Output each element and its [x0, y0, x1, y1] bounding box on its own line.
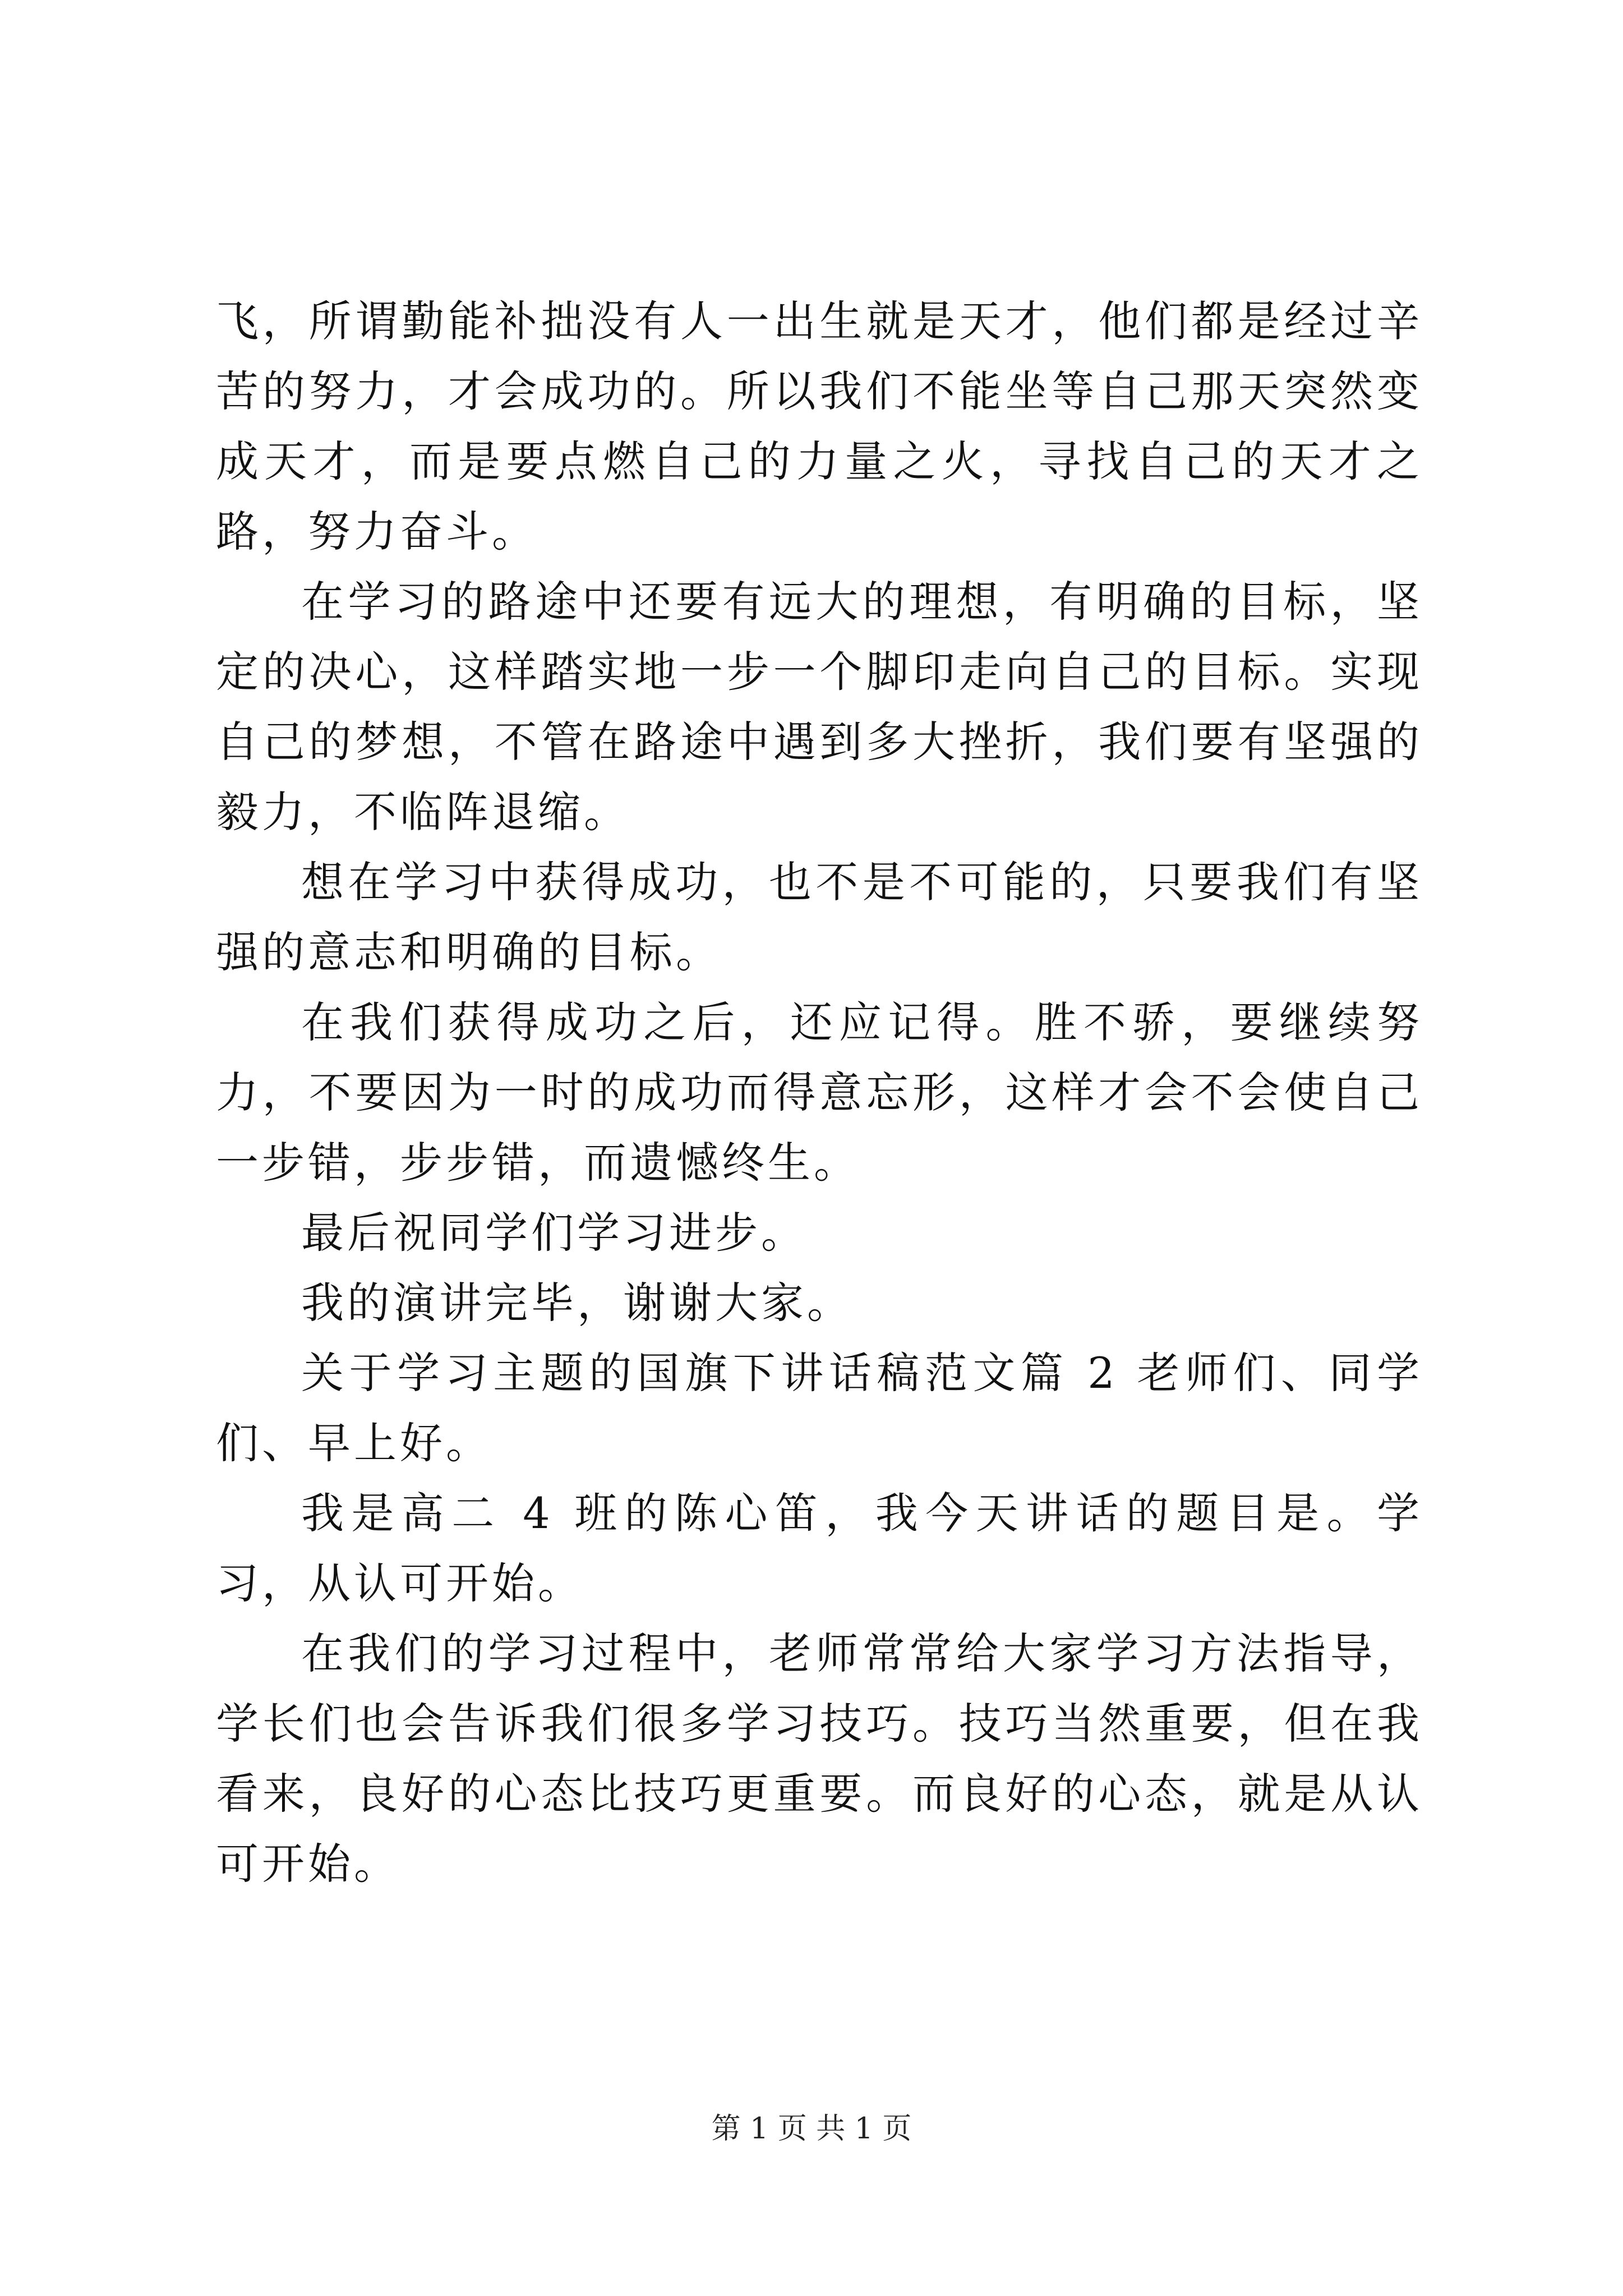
- paragraph-8: 我是高二 4 班的陈心笛，我今天讲话的题目是。学习，从认可开始。: [216, 1488, 1423, 1608]
- document-body: [216, 286, 1423, 1899]
- paragraph-1: 飞，所谓勤能补拙没有人一出生就是天才，他们都是经过辛苦的努力，才会成功的。所以我们不能坐等自己那天突然变成天才，而是要点燃自己的力量之火，寻找自己的天才之路，努力奋斗。: [216, 296, 1423, 556]
- paragraph-4: 在我们获得成功之后，还应记得。胜不骄，要继续努力，不要因为一时的成功而得意忘形，这样才会不会使自己一步错，步步错，而遗憾终生。: [216, 997, 1423, 1188]
- paragraph-6: 我的演讲完毕，谢谢大家。: [301, 1278, 853, 1328]
- paragraph-9: 在我们的学习过程中，老师常常给大家学习方法指导，学长们也会告诉我们很多学习技巧。技巧当然重要，但在我看来，良好的心态比技巧更重要。而良好的心态，就是从认可开始。: [216, 1628, 1423, 1889]
- page-number-footer: 第 1 页 共 1 页: [711, 2112, 912, 2146]
- paragraph-7: 关于学习主题的国旗下讲话稿范文篇 2 老师们、同学们、早上好。: [216, 1348, 1423, 1468]
- paragraph-3: 想在学习中获得成功，也不是不可能的，只要我们有坚强的意志和明确的目标。: [216, 857, 1423, 977]
- paragraph-5: 最后祝同学们学习进步。: [301, 1208, 807, 1258]
- paragraph-2: 在学习的路途中还要有远大的理想，有明确的目标，坚定的决心，这样踏实地一步一个脚印走向自己的目标。实现自己的梦想，不管在路途中遇到多大挫折，我们要有坚强的毅力，不临阵退缩。: [216, 577, 1423, 837]
